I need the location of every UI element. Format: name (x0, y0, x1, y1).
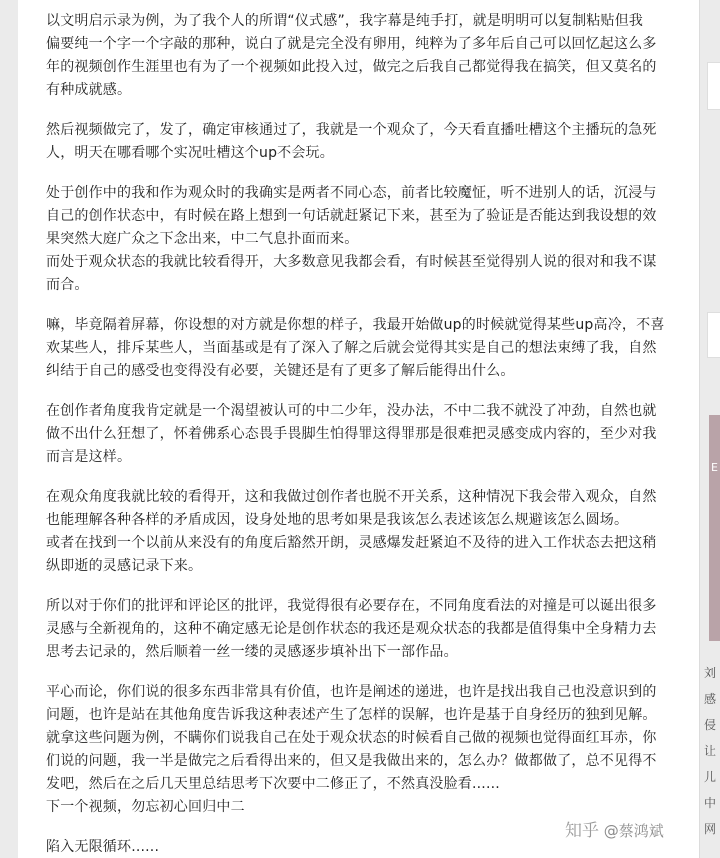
article-paragraph (46, 182, 681, 297)
sidebar-char[interactable]: 刘 (704, 666, 717, 680)
article-paragraph (46, 486, 681, 578)
sidebar-char[interactable]: 网 (704, 822, 717, 836)
article-paragraph (46, 400, 681, 469)
paragraph-line: 有种成就感。 (46, 82, 132, 98)
paragraph-line: 下一个视频，勿忘初心回归中二 (46, 799, 245, 815)
right-sidebar (701, 0, 720, 858)
sidebar-char[interactable]: 感 (704, 692, 717, 706)
paragraph-line: 平心而论，你们说的很多东西非常具有价值，也许是阐述的递进，也许是找出我自己也没意识到的 (46, 684, 657, 700)
sidebar-char[interactable]: 让 (704, 744, 717, 758)
sidebar-char[interactable]: 侵 (704, 718, 717, 732)
article-paragraph (46, 314, 681, 383)
paragraph-line: 就拿这些问题为例，不瞒你们说我自己在处于观众状态的时候看自己做的视频也觉得面红耳赤，你 (46, 730, 657, 746)
sidebar-banner[interactable] (709, 415, 720, 641)
paragraph-line: 做不出什么狂想了，怀着佛系心态畏手畏脚生怕得罪这得罪那是很难把灵感变成内容的，至少对我 (46, 426, 657, 442)
paragraph-line: 偏要纯一个字一个字敲的那种，说白了就是完全没有卵用，纯粹为了多年后自己可以回忆起这么多 (46, 36, 657, 52)
paragraph-line: 然后视频做完了，发了，确定审核通过了，我就是一个观众了，今天看直播吐槽这个主播玩的急死 (46, 122, 657, 138)
watermark-brand: 知乎 (565, 821, 599, 841)
sidebar-card[interactable] (707, 312, 720, 358)
paragraph-line: 处于创作中的我和作为观众时的我确实是两者不同心态，前者比较魔怔，听不进别人的话，沉浸与 (46, 185, 657, 201)
paragraph-line: 果突然大庭广众之下念出来，中二气息扑面而来。 (46, 231, 359, 247)
paragraph-line: 欢某些人，排斥某些人，当面基或是有了深入了解之后就会觉得其实是自己的想法束缚了我，自然 (46, 340, 657, 356)
paragraph-line: 也能理解各种各样的矛盾成因，设身处地的思考如果是我该怎么表述该怎么规避该怎么圆场。 (46, 512, 629, 528)
paragraph-line: 思考去记录的，然后顺着一丝一缕的灵感逐步填补出下一部作品。 (46, 644, 458, 660)
paragraph-line: 纵即逝的灵感记录下来。 (46, 558, 203, 574)
paragraph-line: 自己的创作状态中，有时候在路上想到一句话就赶紧记下来，甚至为了验证是否能达到我设想的效 (46, 208, 657, 224)
watermark-author: @蔡鸿斌 (603, 822, 664, 840)
paragraph-line: 在观众角度我就比较的看得开，这和我做过创作者也脱不开关系，这种情况下我会带入观众，自然 (46, 489, 657, 505)
sidebar-text-column (704, 660, 720, 842)
article-body (18, 0, 700, 858)
paragraph-line: 发吧，然后在之后几天里总结思考下次要中二修正了，不然真没脸看...... (46, 776, 500, 792)
sidebar-char[interactable]: 中 (704, 796, 717, 810)
paragraph-line: 嘛，毕竟隔着屏幕，你设想的对方就是你想的样子，我最开始做up的时候就觉得某些up高冷，不喜 (46, 317, 665, 333)
paragraph-line: 人，明天在哪看哪个实况吐槽这个up不会玩。 (46, 145, 334, 161)
paragraph-line: 问题，也许是站在其他角度告诉我这种表述产生了怎样的误解，也许是基于自身经历的独到见解。 (46, 707, 657, 723)
paragraph-line: 或者在找到一个以前从来没有的角度后豁然开朗，灵感爆发赶紧迫不及待的进入工作状态去把这稍 (46, 535, 657, 551)
paragraph-line: 纠结于自己的感受也变得没有必要，关键还是有了更多了解后能得出什么。 (46, 363, 515, 379)
paragraph-line: 所以对于你们的批评和评论区的批评，我觉得很有必要存在，不同角度看法的对撞是可以诞出很多 (46, 598, 657, 614)
paragraph-line: 在创作者角度我肯定就是一个渴望被认可的中二少年，没办法，不中二我不就没了冲劲，自然也就 (46, 403, 657, 419)
article-paragraph (46, 10, 681, 102)
paragraph-line: 年的视频创作生涯里也有为了一个视频如此投入过，做完之后我自己都觉得我在搞笑，但又莫名的 (46, 59, 657, 75)
sidebar-banner-glyph: E (711, 461, 718, 474)
paragraph-line: 而合。 (46, 277, 89, 293)
paragraph-list (46, 10, 681, 858)
article-paragraph (46, 595, 681, 664)
sidebar-char[interactable]: 儿 (704, 770, 717, 784)
article-paragraph (46, 119, 681, 165)
paragraph-line: 们说的问题，我一半是做完之后看得出来的，但又是我做出来的，怎么办？做都做了，总不见得不 (46, 753, 657, 769)
sidebar-card[interactable] (707, 62, 720, 110)
article-paragraph (46, 681, 681, 819)
watermark (565, 816, 664, 841)
paragraph-line: 以文明启示录为例，为了我个人的所谓“仪式感”，我字幕是纯手打，就是明明可以复制粘贴但我 (46, 13, 644, 29)
paragraph-line: 灵感与全新视角的，这种不确定感无论是创作状态的我还是观众状态的我都是值得集中全身精力去 (46, 621, 657, 637)
paragraph-line: 而处于观众状态的我就比较看得开，大多数意见我都会看，有时候甚至觉得别人说的很对和我不谋 (46, 254, 657, 270)
paragraph-line: 陷入无限循环...... (46, 839, 160, 855)
paragraph-line: 而言是这样。 (46, 449, 132, 465)
